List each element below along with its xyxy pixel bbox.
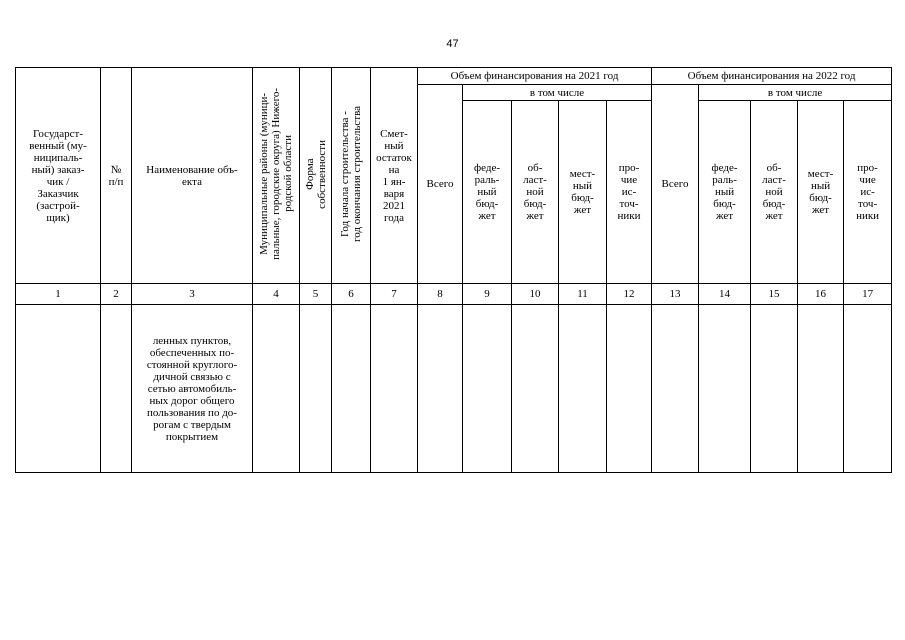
- other-2022-header: про- чие ис- точ- ники: [844, 101, 892, 284]
- local-2021-header: мест- ный бюд- жет: [559, 101, 607, 284]
- years-header-text: Год начала строительства - год окончания строительства: [339, 106, 363, 242]
- fin-2021-header: Объем финансирования на 2021 год: [418, 68, 652, 85]
- column-number: 10: [512, 284, 559, 305]
- cell-federal-2021: [463, 305, 512, 473]
- regional-2022-header: об- ласт- ной бюд- жет: [751, 101, 798, 284]
- column-number: 13: [652, 284, 699, 305]
- col-ownership-header: [300, 68, 332, 284]
- col-object-name-header: Наименование объ- екта: [132, 68, 253, 284]
- cell-total-2022: [652, 305, 699, 473]
- column-number: 2: [101, 284, 132, 305]
- including-2022-header: в том числе: [699, 85, 892, 101]
- cell-object-name: ленных пунктов, обеспеченных по- стоянной круглого- дичной связью с сетью автомобиль- ных дорог общего пользования по до- рогам с твердым покрытием: [132, 305, 253, 473]
- cell-local-2021: [559, 305, 607, 473]
- col-districts-header: [253, 68, 300, 284]
- districts-header-text: Муниципальные районы (муници- пальные, городские округа) Нижего- родской области: [258, 88, 294, 260]
- col-years-header: [332, 68, 371, 284]
- column-number: 11: [559, 284, 607, 305]
- col-num-header: № п/п: [101, 68, 132, 284]
- other-2021-header: про- чие ис- точ- ники: [607, 101, 652, 284]
- column-number: 1: [16, 284, 101, 305]
- column-number: 12: [607, 284, 652, 305]
- cell-other-2022: [844, 305, 892, 473]
- cell-total-2021: [418, 305, 463, 473]
- cell-districts: [253, 305, 300, 473]
- column-number: 8: [418, 284, 463, 305]
- cell-local-2022: [798, 305, 844, 473]
- federal-2022-header: феде- раль- ный бюд- жет: [699, 101, 751, 284]
- column-number: 16: [798, 284, 844, 305]
- cell-years: [332, 305, 371, 473]
- col-balance-header: Смет- ный остаток на 1 ян- варя 2021 года: [371, 68, 418, 284]
- column-number: 17: [844, 284, 892, 305]
- local-2022-header: мест- ный бюд- жет: [798, 101, 844, 284]
- cell-federal-2022: [699, 305, 751, 473]
- federal-2021-header: феде- раль- ный бюд- жет: [463, 101, 512, 284]
- table-row: [16, 305, 892, 473]
- cell-regional-2021: [512, 305, 559, 473]
- column-number-row: [16, 284, 892, 305]
- column-number: 9: [463, 284, 512, 305]
- including-2021-header: в том числе: [463, 85, 652, 101]
- column-number: 6: [332, 284, 371, 305]
- column-number: 15: [751, 284, 798, 305]
- column-number: 14: [699, 284, 751, 305]
- cell-balance: [371, 305, 418, 473]
- financing-table: [15, 67, 892, 473]
- page-number: 47: [446, 38, 459, 50]
- column-number: 3: [132, 284, 253, 305]
- cell-regional-2022: [751, 305, 798, 473]
- regional-2021-header: об- ласт- ной бюд- жет: [512, 101, 559, 284]
- cell-ownership: [300, 305, 332, 473]
- ownership-header-text: Форма собственности: [303, 139, 328, 209]
- total-2022-header: Всего: [652, 85, 699, 284]
- column-number: 5: [300, 284, 332, 305]
- column-number: 4: [253, 284, 300, 305]
- cell-other-2021: [607, 305, 652, 473]
- total-2021-header: Всего: [418, 85, 463, 284]
- cell-num: [101, 305, 132, 473]
- col-customer-header: Государст- венный (му- ниципаль- ный) заказ- чик / Заказчик (застрой- щик): [16, 68, 101, 284]
- fin-2022-header: Объем финансирования на 2022 год: [652, 68, 892, 85]
- column-number: 7: [371, 284, 418, 305]
- cell-customer: [16, 305, 101, 473]
- header-row-1: [16, 68, 892, 85]
